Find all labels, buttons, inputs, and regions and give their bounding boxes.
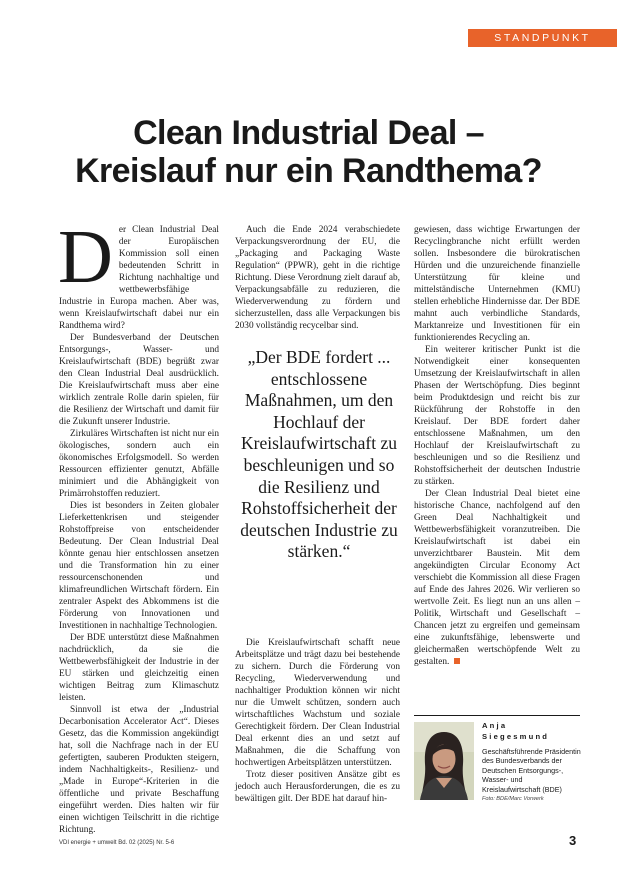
paragraph: Sinnvoll ist etwa der „Industrial Decarbonisation Accelerator Act“. Dieses Gesetz, das die Kommission angekündigt hat, soll die Nachfrage nach in der EU gefertigten, sauberen Produkten steigern, indem Nachhaltigkeits-, Resilienz- und „Made in Europe“-Kriterien in die öffentliche und private Beschaffung eingeführt werden. Dies halten wir für einen wichtigen Teilschritt in die richtige Richtung.: [59, 705, 219, 835]
paragraph: gewiesen, dass wichtige Erwartungen der Recyclingbranche nicht erfüllt werden sollen. Insbesondere die bürokratischen Hürden und die unzureichende finanzielle Unterstützung für kleine und mittelständische Unternehmen (KMU) stellen erhebliche Hindernisse dar. Der BDE mahnt auch verbindliche Standards, Marktanreize und Investitionen für ein funktionierendes Recycling an.: [414, 225, 580, 343]
paragraph-text: er Clean Industrial Deal der Europäischen Kommission soll einen bedeutenden Schritt in Richtung nachhaltige und wettbewerbsfähige Industrie in Europa machen. Aber was, wenn Kreislaufwirtschaft dabei nur ein Randthema wird?: [59, 225, 219, 331]
paragraph: Trotz dieser positiven Ansätze gibt es jedoch auch Herausforderungen, die es zu bewältigen gilt. Der BDE hat darauf hin-: [235, 770, 400, 804]
page-number: 3: [569, 833, 577, 848]
title-line-1: Clean Industrial Deal –: [133, 114, 484, 152]
drop-cap: D: [58, 215, 113, 299]
section-tag: STANDPUNKT: [468, 29, 617, 47]
page-title: [0, 114, 617, 190]
footer-citation: VDI energie + umwelt Bd. 02 (2025) Nr. 5-6: [59, 840, 175, 846]
author-photo: [414, 722, 474, 800]
paragraph: [414, 488, 580, 668]
portrait-icon: [414, 722, 474, 800]
paragraph: [58, 215, 219, 332]
article-column-1: [58, 215, 219, 836]
paragraph: Die Kreislaufwirtschaft schafft neue Arbeitsplätze und trägt dazu bei bestehende zu sichern. Durch die Förderung von Recycling, Wiederverwendung und nachhaltiger Produktion können wir nicht nur die Umwelt schützen, sondern auch wirtschaftliches Wachstum und soziale Gerechtigkeit fördern. Der Clean Industrial Deal erkennt dies an und setzt auf Maßnahmen, die die Schaffung von hochwertigen Arbeitsplätzen unterstützen.: [235, 638, 400, 768]
title-line-2: Kreislauf nur ein Randthema?: [75, 152, 542, 190]
photo-credit: Foto: BDE/Marc Vorwerk: [482, 796, 544, 802]
paragraph: Zirkuläres Wirtschaften ist nicht nur ein ökologisches, sondern auch ein ökonomisches Erfolgsmodell. So werden Ressourcen effizienter genutzt, Abfälle minimiert und die Abhängigkeit von Primärrohstoffen reduziert.: [59, 429, 219, 499]
paragraph: Der BDE unterstützt diese Maßnahmen nachdrücklich, da sie die Wettbewerbsfähigkeit der Industrie in der EU stärken und gleichzeitig einen wichtigen Beitrag zum Klimaschutz leisten.: [59, 633, 219, 703]
author-first-name: Anja: [482, 721, 508, 730]
author-role: Geschäftsführende Präsidentin des Bundesverbands der Deutschen Entsorgungs-, Wasser- und Kreislaufwirtschaft (BDE): [482, 747, 581, 794]
pull-quote: „Der BDE fordert ... entschlossene Maßnahmen, um den Hochlauf der Kreislaufwirtschaft zu beschleunigen und so die Resilienz und Rohstoffsicherheit der deutschen Industrie zu stärken.“: [240, 347, 398, 562]
end-mark-icon: [454, 658, 460, 664]
article-column-3: [414, 224, 580, 668]
article-column-2-bottom: [235, 637, 400, 805]
author-divider: [414, 715, 580, 716]
paragraph: Ein weiterer kritischer Punkt ist die Notwendigkeit einer konsequenten Umsetzung der Kreislaufwirtschaft in allen Phasen der Wertschöpfung. Dies beginnt beim Produktdesign und reicht bis zur Rückführung der Rohstoffe in den Kreislauf. Der BDE fordert daher entschlossene Maßnahmen, um den Hochlauf der Kreislaufwirtschaft zu beschleunigen und so die Resilienz und Rohstoffsicherheit der deutschen Industrie zu stärken.: [414, 345, 580, 487]
paragraph: Dies ist besonders in Zeiten globaler Lieferkettenkrisen und steigender Rohstoffpreise von entscheidender Bedeutung. Der Clean Industrial Deal könnte genau hier entschlossen ansetzen und die Transformation hin zu einer ressourcenschonenden und klimafreundlichen Wirtschaft fördern. Ein zentraler Aspekt des Abkommens ist die Förderung von Innovationen und Investitionen in nachhaltige Technologien.: [59, 501, 219, 631]
paragraph: Der Bundesverband der Deutschen Entsorgungs-, Wasser- und Kreislaufwirtschaft (BDE) begrüßt zwar den Clean Industrial Deal ausdrücklich. Die Kreislaufwirtschaft muss aber eine wirklich zentrale Rolle darin spielen, für die Resilienz der Wirtschaft und damit für die Zukunft unserer Industrie.: [59, 333, 219, 427]
paragraph: Auch die Ende 2024 verabschiedete Verpackungsverordnung der EU, die „Packaging and Packaging Waste Regulation“ (PPWR), geht in die richtige Richtung. Diese Verordnung zielt darauf ab, Verpackungsabfälle zu reduzieren, die Wiederverwendung zu fördern und sicherzustellen, dass alle Verpackungen bis 2030 vollständig recycelbar sind.: [235, 225, 400, 331]
author-last-name: Siegesmund: [482, 732, 550, 741]
paragraph-text: Der Clean Industrial Deal bietet eine historische Chance, nachfolgend auf den Green Deal Nachhaltigkeit und Wettbewerbsfähigkeit voranzutreiben. Die Kreislaufwirtschaft ist dabei ein unverzichtbarer Baustein. Mit dem angekündigten Circular Economy Act verschiebt die Kommission all diese Fragen auf Ende des Jahres 2026. Wir verlieren so wertvolle Zeit. Es liegt nun an uns allen – Politik, Wirtschaft und Gesellschaft – Chancen jetzt zu ergreifen und gemeinsam eine zukunftsfähige, lebenswerte und gleichermaßen wertschöpfende Welt zu gestalten.: [414, 489, 580, 667]
author-name: [482, 720, 582, 742]
article-column-2-top: [235, 224, 400, 332]
